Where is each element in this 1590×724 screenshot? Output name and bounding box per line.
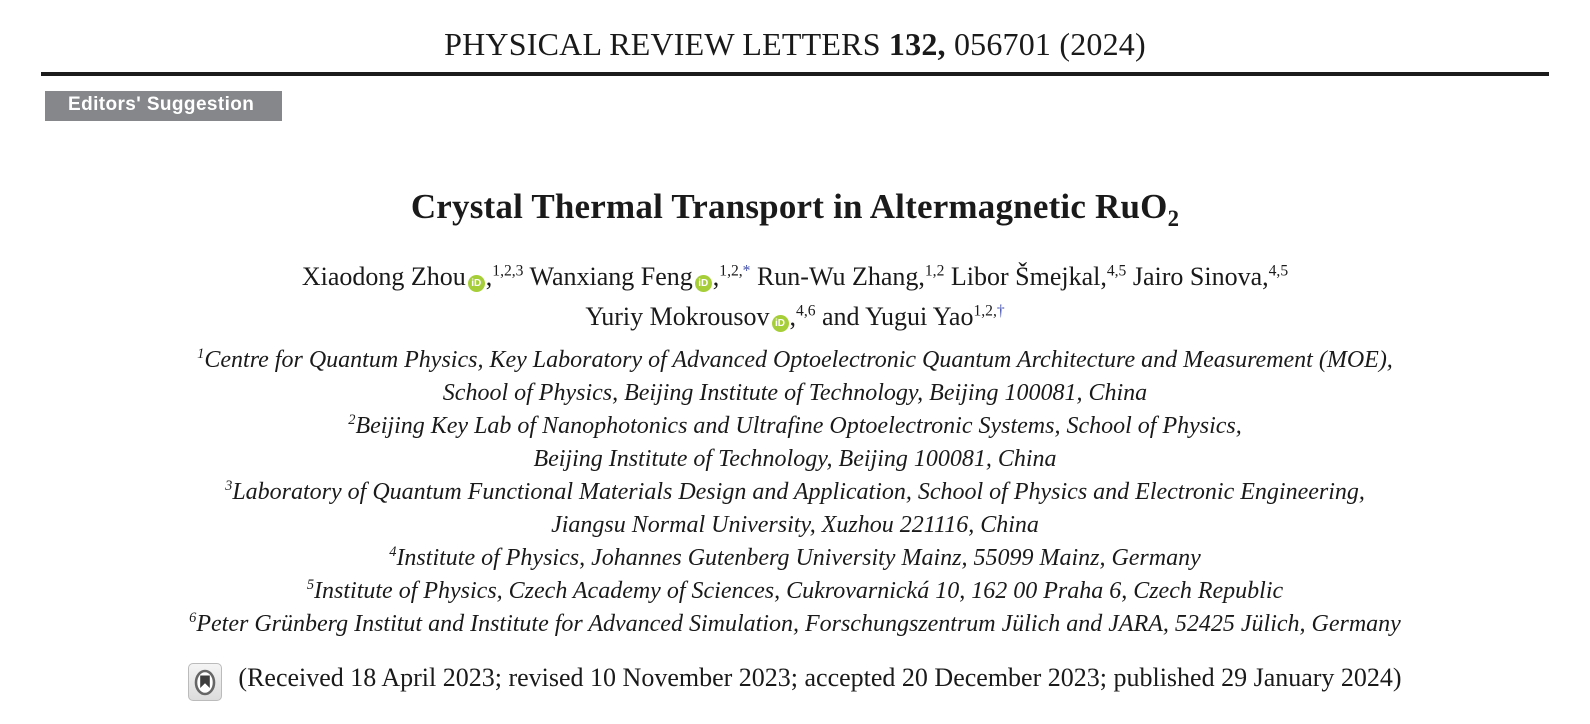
title-subscript: 2 [1167, 206, 1180, 231]
corresponding-author-mark[interactable]: * [742, 262, 751, 280]
journal-header [0, 26, 1590, 63]
affiliation-line [0, 476, 1590, 509]
affiliation-number: 1 [197, 346, 205, 362]
contact-author-mark[interactable]: † [996, 302, 1005, 320]
author-affil-sup: 1,2 [924, 262, 945, 280]
author-affil-numbers: 1,2, [719, 262, 743, 280]
header-rule [41, 72, 1549, 76]
author-affil-sup [719, 262, 750, 279]
journal-pages: 056701 (2024) [953, 26, 1146, 62]
author-name: Libor Šmejkal [950, 262, 1101, 291]
affiliation-line [0, 410, 1590, 443]
affiliation-text: Beijing Key Lab of Nanophotonics and Ultrafine Optoelectronic Systems, School of Physics, [355, 413, 1242, 439]
orcid-icon[interactable]: iD [468, 275, 485, 292]
author [302, 262, 524, 291]
affiliation-line [0, 542, 1590, 575]
affiliation-line [0, 608, 1590, 641]
editors-suggestion-badge [45, 91, 282, 121]
author-separator: , [1262, 262, 1269, 291]
author-separator: , [789, 302, 797, 331]
author-name: Xiaodong Zhou [301, 262, 466, 291]
affiliation-text: Institute of Physics, Czech Academy of Sciences, Cukrovarnická 10, 162 00 Praha 6, Czech Republic [314, 578, 1284, 604]
author [530, 262, 751, 291]
author-name: Jairo Sinova [1132, 262, 1263, 291]
affiliation-line [0, 377, 1590, 410]
affiliation-text: Peter Grünberg Institut and Institute for Advanced Simulation, Forschungszentrum Jülich and JARA, 52425 Jülich, Germany [196, 611, 1401, 637]
chorus-icon[interactable] [188, 663, 222, 701]
badge-label: Editors' Suggestion [68, 94, 255, 115]
article-title [0, 187, 1590, 231]
author [757, 262, 944, 291]
author-name: Yuriy Mokrousov [585, 302, 770, 331]
affiliation-text: Jiangsu Normal University, Xuzhou 221116, China [551, 512, 1039, 538]
author [951, 262, 1126, 291]
affiliation-number: 3 [225, 478, 233, 494]
author [822, 302, 1005, 331]
author-affil-sup: 4,5 [1106, 262, 1127, 280]
affiliation-list [0, 344, 1590, 641]
author-affil-sup [973, 302, 1004, 319]
author-separator: , [918, 262, 925, 291]
affiliation-line [0, 575, 1590, 608]
affiliation-number: 4 [389, 544, 397, 560]
author-affil-sup: 4,5 [1268, 262, 1289, 280]
author-line-2 [0, 297, 1590, 337]
author-separator: , [1100, 262, 1107, 291]
publication-history [0, 663, 1590, 701]
affiliation-text: Laboratory of Quantum Functional Materials Design and Application, School of Physics and Electronic Engineering, [232, 479, 1365, 505]
journal-name: PHYSICAL REVIEW LETTERS [444, 26, 881, 62]
affiliation-number: 2 [348, 412, 356, 428]
affiliation-number: 5 [306, 577, 315, 593]
author [1133, 262, 1288, 291]
affiliation-line [0, 443, 1590, 476]
author [585, 302, 815, 331]
author-name: and Yugui Yao [822, 302, 974, 331]
affiliation-text: Institute of Physics, Johannes Gutenberg University Mainz, 55099 Mainz, Germany [396, 545, 1201, 571]
author-separator: , [712, 262, 720, 291]
orcid-icon[interactable]: iD [772, 315, 789, 332]
affiliation-number: 6 [189, 610, 197, 626]
author-line-1 [0, 257, 1590, 297]
affiliation-text: Centre for Quantum Physics, Key Laboratory of Advanced Optoelectronic Quantum Architecture and Measurement (MOE), [204, 347, 1393, 373]
affiliation-text: Beijing Institute of Technology, Beijing 100081, China [533, 446, 1057, 472]
author-name: Wanxiang Feng [529, 262, 693, 291]
affiliation-text: School of Physics, Beijing Institute of Technology, Beijing 100081, China [442, 380, 1148, 406]
affiliation-line [0, 344, 1590, 377]
author-list [0, 257, 1590, 337]
author-name: Run-Wu Zhang [756, 262, 919, 291]
orcid-icon[interactable]: iD [695, 275, 712, 292]
title-text: Crystal Thermal Transport in Altermagnetic RuO [410, 187, 1168, 226]
history-text: (Received 18 April 2023; revised 10 November 2023; accepted 20 December 2023; published 29 January 2024) [238, 663, 1402, 692]
author-affil-sup: 4,6 [796, 302, 816, 320]
journal-volume: 132, [888, 26, 946, 62]
affiliation-line [0, 509, 1590, 542]
author-affil-sup: 1,2,3 [492, 262, 524, 280]
author-affil-numbers: 1,2, [973, 302, 997, 320]
author-separator: , [485, 262, 493, 291]
